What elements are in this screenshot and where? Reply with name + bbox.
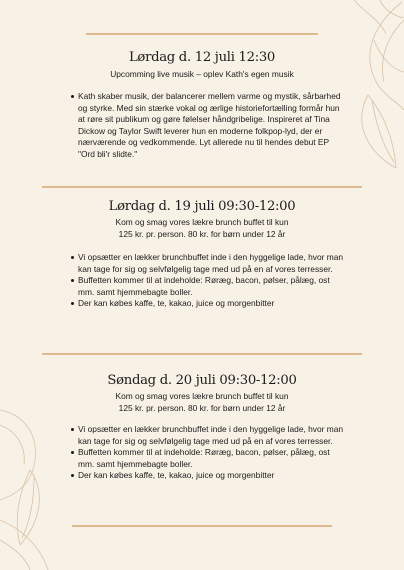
event-section-3 bbox=[0, 373, 404, 480]
divider bbox=[42, 186, 362, 188]
event-subtitle-line-1: Kom og smag vores lækre brunch buffet til kun bbox=[115, 217, 289, 227]
list-item: Kath skaber musik, der balancerer mellem varme og mystik, sårbarhed og styrke. Med sin stærke vokal og ærlige historiefortælling formår hun at røre sit publikum og gøre følelser håndgribelige. Inspireret af Tina Dickow og Taylor Swift leverer hun en moderne folkpop-lyd, der er nærværende og vedkommende. Lyt allerede nu til hendes debut EP "Ord bli'r slidte." bbox=[78, 91, 346, 160]
list-item: Buffetten kommer til at indeholde: Røræg, bacon, pølser, pålæg, ost mm. samt hjemmebagte boller. bbox=[78, 275, 346, 298]
list-item: Der kan købes kaffe, te, kakao, juice og morgenbitter bbox=[78, 470, 346, 482]
divider-top bbox=[86, 33, 318, 35]
divider bbox=[42, 353, 362, 355]
event-section-2 bbox=[0, 199, 404, 308]
event-title: Søndag d. 20 juli 09:30-12:00 bbox=[107, 373, 297, 388]
event-subtitle-line-2: 125 kr. pr. person. 80 kr. for børn under 12 år bbox=[118, 228, 286, 239]
event-section-1 bbox=[0, 50, 404, 159]
event-description-list bbox=[78, 424, 346, 482]
event-description-list bbox=[78, 91, 346, 160]
event-description-list bbox=[78, 252, 346, 310]
event-subtitle: Upcomming live musik – oplev Kath's egen musik bbox=[110, 69, 294, 79]
list-item: Vi opsætter en lækker brunchbuffet inde i den hyggelige lade, hvor man kan tage for sig og selvfølgelig tage med ud på en af vores terresser. bbox=[78, 424, 346, 447]
list-item: Vi opsætter en lækker brunchbuffet inde i den hyggelige lade, hvor man kan tage for sig og selvfølgelig tage med ud på en af vores terresser. bbox=[78, 252, 346, 275]
list-item: Buffetten kommer til at indeholde: Røræg, bacon, pølser, pålæg, ost mm. samt hjemmebagte boller. bbox=[78, 447, 346, 470]
event-subtitle-line-1: Kom og smag vores lækre brunch buffet til kun bbox=[115, 391, 289, 401]
divider-bottom bbox=[72, 525, 332, 527]
event-title: Lørdag d. 12 juli 12:30 bbox=[128, 50, 276, 65]
list-item: Der kan købes kaffe, te, kakao, juice og morgenbitter bbox=[78, 298, 346, 310]
event-subtitle-line-2: 125 kr. pr. person. 80 kr. for børn under 12 år bbox=[118, 402, 286, 413]
event-title: Lørdag d. 19 juli 09:30-12:00 bbox=[108, 199, 296, 214]
